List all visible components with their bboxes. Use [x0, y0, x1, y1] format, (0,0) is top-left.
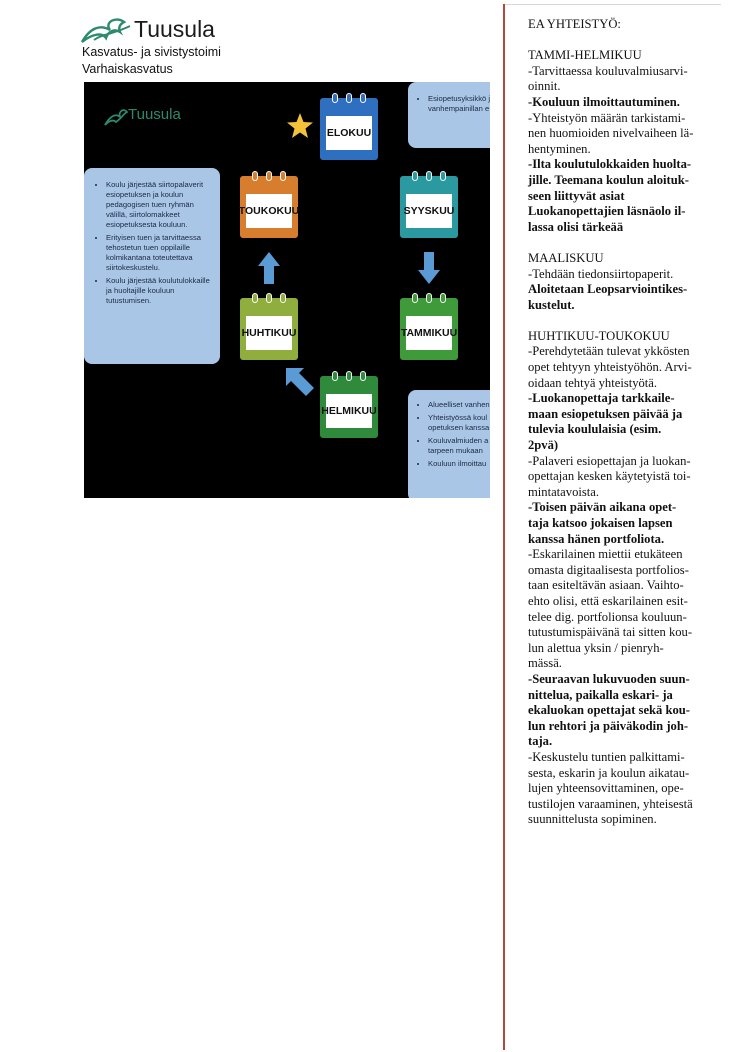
text-line: seen liittyvät asiat	[528, 188, 625, 203]
calendar-helmikuu	[320, 376, 378, 438]
text-line: suunnittelusta sopiminen.	[528, 812, 657, 827]
text-line: -Toisen päivän aikana opet-	[528, 500, 677, 515]
text-line: omasta digitaalisesta portfolios-	[528, 562, 689, 577]
calendar-label: ELOKUU	[326, 116, 372, 150]
text-line: TAMMI-HELMIKUU	[528, 48, 642, 63]
org-line-2: Varhaiskasvatus	[82, 62, 173, 76]
text-line: 2pvä)	[528, 438, 559, 453]
text-line: -Tarvittaessa kouluvalmiusarvi-	[528, 63, 688, 78]
callout-item: • Koulu järjestää koulutulokkaille ja huoltajille kouluun tutustumisen.	[106, 276, 212, 306]
callout-item: • Erityisen tuen ja tarvittaessa tehostetun tuen oppilaille kolmikantana toteutettava siirtokeskustelu.	[106, 233, 212, 273]
text-line: Aloitetaan Leopsarviointikes-	[528, 282, 688, 297]
text-line: mässä.	[528, 656, 562, 671]
calendar-label: TAMMIKUU	[406, 316, 452, 350]
text-line: -Eskarilainen miettii etukäteen	[528, 547, 683, 562]
text-line: -Palaveri esiopettajan ja luokan-	[528, 453, 691, 468]
text-line: lujen yhteensovittaminen, ope-	[528, 781, 684, 796]
text-line: taja.	[528, 734, 553, 749]
text-line: -Yhteistyön määrän tarkistami-	[528, 110, 686, 125]
org-line-1: Kasvatus- ja sivistystoimi	[82, 45, 221, 59]
calendar-huhtikuu	[240, 298, 298, 360]
callout-left	[84, 168, 220, 364]
star-icon	[286, 112, 314, 140]
calendar-ring	[252, 293, 258, 303]
calendar-ring	[346, 93, 352, 103]
callout-item: • Koulu järjestää siirtopalaverit esiopetuksen ja koulun pedagogisen tuen ryhmän välillä, siirtolomakkeet esiopetuksesta kouluun.	[106, 180, 212, 230]
calendar-ring	[332, 371, 338, 381]
calendar-ring	[426, 293, 432, 303]
calendar-rings	[240, 171, 298, 181]
text-line: lun rehtori ja päiväkodin joh-	[528, 718, 689, 733]
text-line: -Ilta koulutulokkaiden huolta-	[528, 157, 692, 172]
blank-line	[528, 235, 728, 251]
calendar-rings	[400, 293, 458, 303]
calendar-rings	[320, 371, 378, 381]
text-line: sesta, eskarin ja koulun aikatau-	[528, 765, 690, 780]
callout-top	[408, 82, 490, 148]
calendar-rings	[240, 293, 298, 303]
text-line: -Perehdytetään tulevat ykkösten	[528, 344, 690, 359]
calendar-label: TOUKOKUU	[246, 194, 292, 228]
text-line: HUHTIKUU-TOUKOKUU	[528, 328, 670, 343]
callout-item: • Yhteistyössä koul opetuksen kanssa	[428, 413, 490, 433]
diagram-logo-text: Tuusula	[128, 106, 181, 123]
year-cycle-diagram	[84, 82, 490, 498]
callout-item: • Alueelliset vanhen	[428, 400, 490, 410]
text-line: maan esiopetuksen päivää ja	[528, 406, 683, 421]
calendar-ring	[440, 171, 446, 181]
text-line: tulevia koululaisia (esim.	[528, 422, 662, 437]
diagram-logo	[104, 104, 184, 130]
calendar-ring	[440, 293, 446, 303]
text-line: taja katsoo jokaisen lapsen	[528, 516, 673, 530]
calendar-label: HELMIKUU	[326, 394, 372, 428]
arrow-down-icon	[418, 252, 440, 284]
callout-item: • Kouluvalmiuden a tarpeen mukaan	[428, 436, 490, 456]
blank-line	[528, 313, 728, 329]
calendar-toukokuu	[240, 176, 298, 238]
ea-yhteistyo-text	[528, 17, 728, 828]
calendar-rings	[400, 171, 458, 181]
calendar-ring	[346, 371, 352, 381]
text-line: ehto olisi, että eskarilainen esit-	[528, 593, 688, 608]
callout-item: • Kouluun ilmoittau	[428, 459, 490, 469]
arrow-up-left-icon	[286, 368, 314, 396]
text-line: Luokanopettajien läsnäolo il-	[528, 204, 686, 219]
text-line: MAALISKUU	[528, 250, 604, 265]
text-line: -Keskustelu tuntien palkittami-	[528, 749, 685, 764]
tuusula-leaf-icon	[104, 106, 128, 128]
text-line: oinnit.	[528, 79, 561, 94]
column-divider	[503, 4, 505, 1050]
callout-bottom	[408, 390, 490, 498]
text-line: mintatavoista.	[528, 484, 599, 499]
text-line: tustilojen varaaminen, yhteisestä	[528, 796, 693, 811]
calendar-ring	[426, 171, 432, 181]
logo-wordmark: Tuusula	[134, 16, 215, 42]
text-line: kustelut.	[528, 297, 575, 312]
text-line: telee dig. portfolionsa kouluun-	[528, 609, 687, 624]
calendar-label: HUHTIKUU	[246, 316, 292, 350]
text-line: EA YHTEISTYÖ:	[528, 17, 621, 31]
text-line: kanssa hänen portfoliota.	[528, 531, 665, 546]
calendar-tammikuu	[400, 298, 458, 360]
blank-line	[528, 33, 728, 49]
calendar-label: SYYSKUU	[406, 194, 452, 228]
tuusula-logo	[80, 14, 240, 48]
text-line: oidaan tehtyä yhteistyötä.	[528, 375, 658, 390]
top-rule	[505, 4, 721, 5]
calendar-ring	[266, 293, 272, 303]
arrow-up-icon	[258, 252, 280, 284]
text-line: opettajan kesken käytetyistä toi-	[528, 469, 691, 484]
text-line: hentyminen.	[528, 141, 591, 156]
text-line: taan esiteltävän asiaan. Vaihto-	[528, 578, 684, 593]
text-line: nen huomioiden nivelvaiheen lä-	[528, 126, 694, 141]
text-line: ekaluokan opettajat sekä kou-	[528, 703, 690, 718]
text-line: lassa olisi tärkeää	[528, 219, 624, 234]
text-line: nittelua, paikalla eskari- ja	[528, 687, 673, 702]
calendar-elokuu	[320, 98, 378, 160]
text-line: jille. Teemana koulun aloituk-	[528, 172, 689, 187]
text-line: -Kouluun ilmoittautuminen.	[528, 94, 680, 109]
calendar-ring	[412, 171, 418, 181]
text-line: -Seuraavan lukuvuoden suun-	[528, 671, 690, 686]
calendar-rings	[320, 93, 378, 103]
calendar-ring	[266, 171, 272, 181]
calendar-ring	[332, 93, 338, 103]
calendar-ring	[252, 171, 258, 181]
calendar-syyskuu	[400, 176, 458, 238]
calendar-ring	[360, 93, 366, 103]
calendar-ring	[360, 371, 366, 381]
text-line: opet tehtyyn yhteistyöhön. Arvi-	[528, 360, 692, 375]
text-line: tutustumispäivänä tai sitten kou-	[528, 625, 693, 640]
calendar-ring	[412, 293, 418, 303]
tuusula-leaf-icon	[80, 16, 134, 46]
text-line: -Tehdään tiedonsiirtopaperit.	[528, 266, 674, 281]
text-line: lun alettua yksin / pienryh-	[528, 640, 664, 655]
calendar-ring	[280, 171, 286, 181]
text-line: -Luokanopettaja tarkkaile-	[528, 391, 675, 406]
callout-item: • Esiopetusyksikkö j vanhempainillan e	[428, 94, 490, 114]
calendar-ring	[280, 293, 286, 303]
